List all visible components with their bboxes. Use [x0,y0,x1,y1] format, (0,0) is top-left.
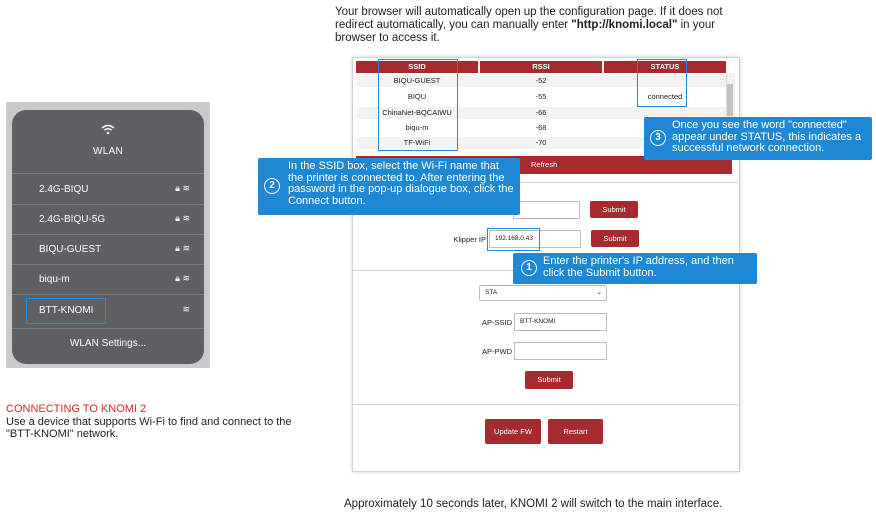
section-description: Use a device that supports Wi-Fi to find and connect to the "BTT-KNOMI" network. [6,416,292,440]
wlan-settings-link[interactable]: WLAN Settings... [69,338,147,349]
network-name: 2.4G-BIQU-5G [39,214,106,225]
wlan-network-item[interactable] [12,175,204,205]
wlan-network-item[interactable] [12,205,204,235]
restart-button[interactable]: Restart [548,419,603,444]
status-column-highlight [637,59,687,107]
section-divider [353,404,738,405]
submit-button[interactable]: Submit [590,201,638,218]
lock-wifi-icon: 🔒︎ ≋ [175,213,190,223]
cell-ssid: ChinaNet-BQCAIWU [382,108,452,117]
wlan-title: WLAN [92,146,124,157]
wlan-panel [12,110,204,364]
section-title: CONNECTING TO KNOMI 2 [6,403,147,415]
callout-text: Once you see the word "connected" appear under STATUS, this indicates a successful network connection. [672,119,862,154]
cell-rssi: -68 [535,123,547,132]
divider [12,173,204,174]
cell-ssid: TF-WiFi [403,138,431,147]
update-fw-button[interactable]: Update FW [485,419,541,444]
cell-ssid: BIQU [407,92,427,101]
klipper-ip-label: Klipper IP [453,235,486,244]
callout-text: Enter the printer's IP address, and then click the Submit button. [543,255,734,279]
mode-select-value: STA [485,289,498,296]
ap-pwd-label: AP-PWD [482,347,512,356]
wlan-network-item[interactable] [12,235,204,265]
header-rssi: RSSI [480,61,602,73]
submit-ip-button[interactable]: Submit [591,230,639,247]
callout-step-2 [258,158,520,215]
cell-rssi: -52 [535,76,547,85]
cell-rssi: -55 [535,92,547,101]
callout-step-3 [644,117,872,160]
mode-select[interactable] [479,285,607,301]
submit-ap-button[interactable]: Submit [525,371,573,389]
cell-status: connected [647,92,683,101]
selection-highlight [26,298,106,324]
network-name: BIQU-GUEST [39,244,102,255]
ap-ssid-input[interactable]: BTT-KNOMI [514,313,607,331]
header-ssid: SSID [356,61,478,73]
step-number: 1 [521,260,537,276]
callout-step-1 [513,253,757,284]
divider [12,328,204,329]
intro-text [335,6,755,45]
wifi-icon [12,122,204,138]
refresh-label: Refresh [531,160,558,169]
wlan-network-item[interactable] [12,265,204,295]
cell-ssid: biqu-m [405,123,429,132]
network-name: BTT-KNOMI [39,305,94,316]
step-number: 2 [264,178,280,194]
ip-input-highlight [487,228,540,251]
header-status: STATUS [604,61,726,73]
ssid-column-highlight [378,59,458,151]
klipper-ip-input[interactable]: 192.168.0.43 [489,230,581,248]
intro-part1: Your browser will automatically open up the configuration page. If it does not redirect automatically, you can manually enter [335,6,723,31]
chevron-down-icon: ⌄ [596,289,602,296]
scrollbar-thumb[interactable] [727,84,733,116]
lock-wifi-icon: 🔒︎ ≋ [175,273,190,283]
lock-wifi-icon: 🔒︎ ≋ [175,183,190,193]
divider [12,294,204,295]
password-input[interactable] [513,201,580,219]
wifi-icon: ≋ [182,304,190,314]
cell-ssid: BIQU-GUEST [393,76,441,85]
ap-pwd-input[interactable] [514,342,607,360]
cell-rssi: -70 [535,138,547,147]
step-number: 3 [650,130,666,146]
cell-rssi: -66 [535,108,547,117]
network-name: 2.4G-BIQU [39,184,89,195]
network-name: biqu-m [39,274,70,285]
callout-text: In the SSID box, select the Wi-Fi name that the printer is connected to. After entering the password in the pop-up dialogue box, click the Connect button. [288,160,514,207]
ap-ssid-label: AP-SSID [481,318,512,327]
bottom-note: Approximately 10 seconds later, KNOMI 2 will switch to the main interface. [344,498,723,510]
intro-url: "http://knomi.local" [571,19,678,31]
lock-wifi-icon: 🔒︎ ≋ [175,243,190,253]
intro-part2: in your browser to access it. [335,19,716,44]
